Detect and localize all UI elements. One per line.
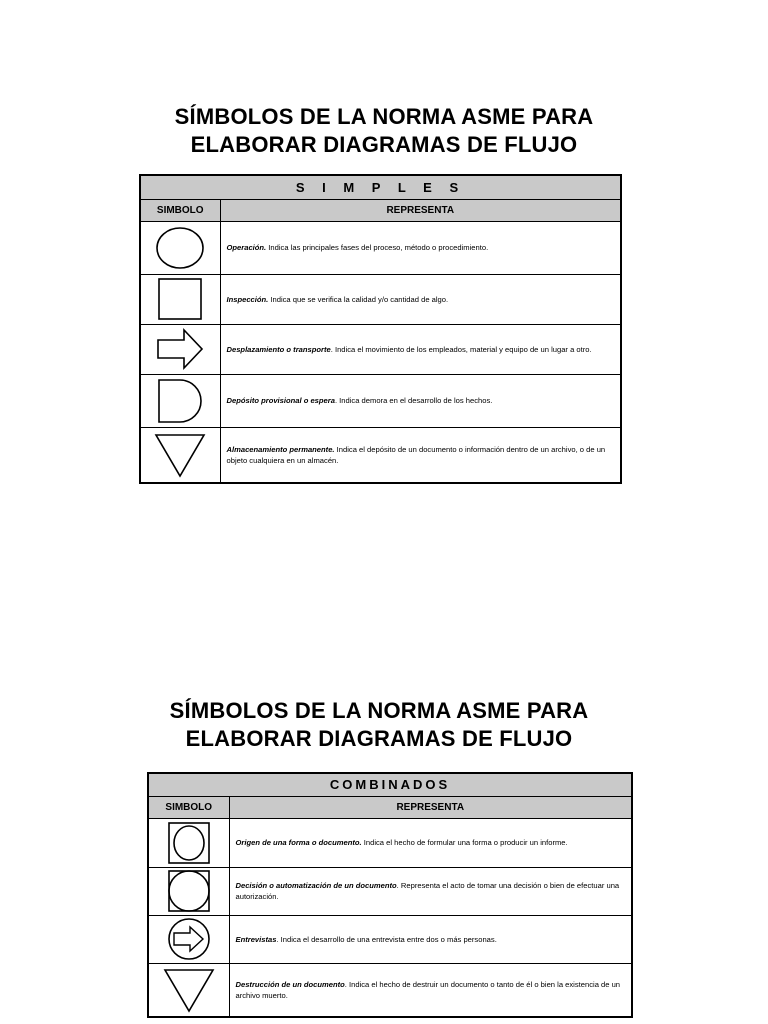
title-line-2: ELABORAR DIAGRAMAS DE FLUJO — [185, 726, 573, 751]
table-row — [148, 915, 632, 963]
row-description: Operación. Indica las principales fases del proceso, método o procedimiento. — [220, 221, 621, 274]
row-description: Depósito provisional o espera. Indica demora en el desarrollo de los hechos. — [220, 374, 621, 427]
table-row — [140, 221, 621, 274]
table-row — [140, 324, 621, 374]
arrow-right-icon — [154, 327, 206, 371]
page-title-2 — [0, 697, 763, 753]
page-title — [0, 103, 768, 159]
table-row — [140, 374, 621, 427]
row-description: Entrevistas. Indica el desarrollo de una entrevista entre dos o más personas. — [229, 915, 632, 963]
row-description: Desplazamiento o transporte. Indica el movimiento de los empleados, material y equipo de un lugar a otro. — [220, 324, 621, 374]
table-row — [148, 818, 632, 867]
table-row — [140, 274, 621, 324]
row-description: Inspección. Indica que se verifica la calidad y/o cantidad de algo. — [220, 274, 621, 324]
title-line-1: SÍMBOLOS DE LA NORMA ASME PARA — [174, 104, 594, 129]
row-description: Destrucción de un documento. Indica el hecho de destruir un documento o tanto de él o bien la existencia de un archivo muerto. — [229, 963, 632, 1017]
title-line-1: SÍMBOLOS DE LA NORMA ASME PARA — [169, 698, 589, 723]
column-header-symbol: SIMBOLO — [140, 199, 220, 221]
arrow-in-circle-icon — [163, 917, 215, 961]
table-row — [148, 963, 632, 1017]
circle-icon — [154, 226, 206, 270]
triangle-down-icon — [152, 431, 208, 479]
table-row — [140, 427, 621, 483]
circle-in-square-icon — [163, 821, 215, 865]
simple-symbols-table — [139, 174, 622, 484]
combined-symbols-table — [147, 772, 633, 1018]
table-title: S I M P L E S — [140, 175, 621, 199]
table-row — [148, 867, 632, 915]
row-description: Almacenamiento permanente. Indica el depósito de un documento o información dentro de un archivo, o de un objeto cualquiera en un almacén. — [220, 427, 621, 483]
row-description: Origen de una forma o documento. Indica el hecho de formular una forma o producir un informe. — [229, 818, 632, 867]
square-icon — [154, 277, 206, 321]
column-header-symbol: SIMBOLO — [148, 796, 229, 818]
table-title: COMBINADOS — [148, 773, 632, 796]
column-header-represents: REPRESENTA — [229, 796, 632, 818]
square-circle-icon — [163, 869, 215, 913]
column-header-represents: REPRESENTA — [220, 199, 621, 221]
d-shape-icon — [154, 378, 206, 424]
title-line-2: ELABORAR DIAGRAMAS DE FLUJO — [190, 132, 578, 157]
row-description: Decisión o automatización de un documento. Representa el acto de tomar una decisión o bien de efectuar una autorización. — [229, 867, 632, 915]
triangle-down-icon — [161, 966, 217, 1014]
